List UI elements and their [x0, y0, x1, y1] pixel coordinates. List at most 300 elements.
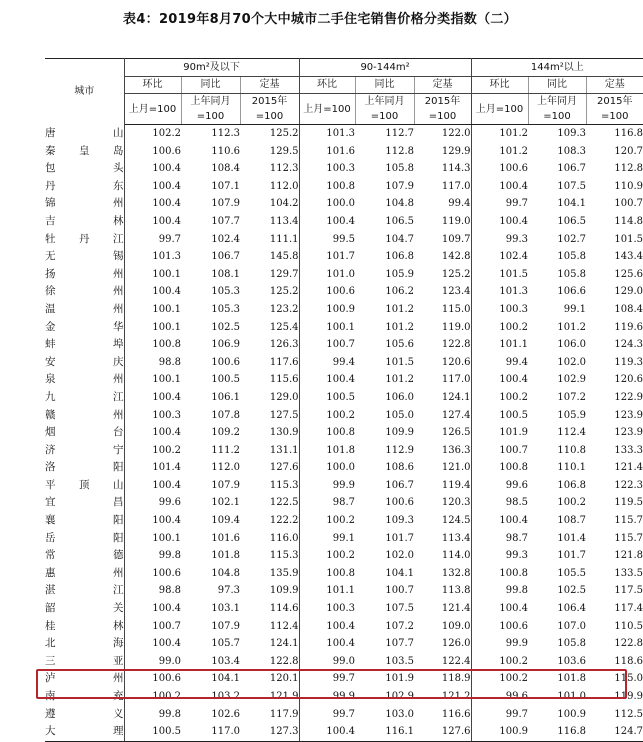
- table-row: [45, 248, 643, 266]
- index-value: 117.4: [614, 603, 643, 615]
- city-name: 安庆: [45, 354, 124, 372]
- index-value: 116.8: [614, 128, 643, 139]
- subheader-base: 定基: [414, 77, 471, 94]
- index-value: 117.0: [414, 178, 471, 196]
- base-note: 上年同月=100: [181, 94, 240, 125]
- index-value: 133.5: [614, 567, 643, 579]
- index-value: 126.0: [414, 635, 471, 653]
- index-value: 119.0: [414, 319, 471, 337]
- index-value: 102.0: [557, 356, 587, 368]
- index-value: 112.0: [211, 462, 240, 474]
- table-row: [45, 565, 643, 583]
- index-value: 120.1: [240, 670, 299, 688]
- index-value: 115.3: [240, 547, 299, 565]
- city-name: 金华: [45, 319, 124, 337]
- index-value: 100.1: [152, 303, 181, 315]
- index-value: 114.3: [414, 160, 471, 178]
- index-value: 99.1: [563, 303, 587, 315]
- index-value: 105.6: [385, 339, 415, 351]
- index-value: 100.9: [557, 708, 587, 720]
- index-value: 100.2: [326, 550, 356, 562]
- index-value: 106.2: [385, 286, 415, 298]
- index-value: 112.7: [385, 128, 415, 139]
- index-value: 108.4: [614, 303, 643, 315]
- index-value: 99.7: [505, 198, 529, 210]
- index-value: 105.8: [385, 163, 415, 175]
- group-header-small: 90m²及以下: [124, 59, 299, 77]
- index-value: 103.5: [385, 655, 415, 667]
- index-value: 145.8: [240, 248, 299, 266]
- index-value: 115.0: [614, 673, 643, 685]
- index-value: 105.7: [211, 638, 240, 650]
- index-value: 124.7: [586, 723, 643, 741]
- index-value: 99.7: [332, 708, 356, 720]
- index-value: 109.2: [211, 427, 240, 439]
- index-value: 103.0: [385, 708, 415, 720]
- city-name: 桂林: [45, 618, 124, 636]
- table-row: [45, 336, 643, 354]
- index-value: 99.4: [332, 356, 356, 368]
- index-value: 101.2: [385, 321, 415, 333]
- index-value: 109.3: [557, 128, 587, 139]
- index-value: 100.6: [499, 163, 529, 175]
- index-value: 100.2: [499, 655, 529, 667]
- index-value: 119.3: [614, 356, 643, 368]
- city-name: 惠州: [45, 565, 124, 583]
- index-value: 108.7: [557, 515, 587, 527]
- index-value: 100.6: [326, 286, 356, 298]
- index-value: 104.1: [211, 673, 240, 685]
- index-value: 119.5: [614, 497, 643, 509]
- index-value: 122.5: [240, 494, 299, 512]
- index-value: 120.7: [614, 145, 643, 157]
- index-value: 119.4: [414, 477, 471, 495]
- index-value: 100.3: [152, 409, 181, 421]
- index-value: 99.3: [505, 550, 529, 562]
- index-value: 119.6: [614, 321, 643, 333]
- index-value: 101.5: [614, 233, 643, 245]
- index-value: 122.3: [614, 479, 643, 491]
- index-value: 131.1: [240, 442, 299, 460]
- index-value: 116.6: [414, 706, 471, 724]
- index-value: 101.2: [557, 321, 587, 333]
- city-name: 吉林: [45, 213, 124, 231]
- index-value: 99.9: [332, 479, 356, 491]
- index-value: 105.8: [557, 268, 587, 280]
- index-value: 104.8: [385, 198, 415, 210]
- subheader-mom: 环比: [471, 77, 528, 94]
- index-value: 115.0: [414, 301, 471, 319]
- index-value: 102.1: [211, 497, 240, 509]
- index-value: 113.4: [240, 213, 299, 231]
- city-name: 温州: [45, 301, 124, 319]
- index-value: 100.4: [499, 374, 529, 386]
- table-row: [45, 670, 643, 688]
- index-value: 112.3: [211, 128, 240, 139]
- index-value: 102.4: [211, 233, 240, 245]
- index-value: 110.1: [557, 462, 587, 474]
- index-value: 113.4: [414, 530, 471, 548]
- index-value: 101.7: [557, 550, 587, 562]
- index-value: 125.2: [240, 125, 299, 143]
- index-value: 99.0: [332, 655, 356, 667]
- subheader-mom: 环比: [124, 77, 181, 94]
- index-value: 100.8: [326, 567, 356, 579]
- table-row: [45, 530, 643, 548]
- index-value: 100.2: [152, 444, 181, 456]
- index-value: 105.3: [211, 286, 240, 298]
- subheader-yoy: 同比: [355, 77, 414, 94]
- table-row: [45, 494, 643, 512]
- table-row: [45, 618, 643, 636]
- index-value: 101.2: [385, 374, 415, 386]
- table-row: [45, 143, 643, 161]
- index-value: 105.3: [211, 303, 240, 315]
- index-value: 105.5: [557, 567, 587, 579]
- index-value: 109.7: [414, 231, 471, 249]
- table-row: [45, 547, 643, 565]
- index-value: 100.0: [326, 198, 356, 210]
- index-value: 121.2: [414, 688, 471, 706]
- index-value: 108.4: [211, 163, 240, 175]
- index-value: 104.1: [557, 198, 587, 210]
- index-value: 99.1: [332, 532, 356, 544]
- index-value: 107.2: [385, 620, 415, 632]
- table-row: [45, 723, 643, 741]
- city-name: 包头: [45, 160, 124, 178]
- base-note: 上年同月=100: [355, 94, 414, 125]
- city-name: 九江: [45, 389, 124, 407]
- index-value: 110.9: [614, 180, 643, 192]
- table-row: [45, 653, 643, 671]
- index-value: 127.4: [414, 407, 471, 425]
- index-value: 100.2: [152, 691, 181, 702]
- price-index-table: [45, 58, 643, 742]
- index-value: 107.9: [211, 198, 240, 210]
- index-value: 120.6: [414, 354, 471, 372]
- index-value: 109.9: [240, 582, 299, 600]
- index-value: 107.7: [385, 638, 415, 650]
- index-value: 106.5: [557, 215, 587, 227]
- index-value: 124.3: [614, 339, 643, 351]
- base-note: 2015年=100: [414, 94, 471, 125]
- index-value: 99.6: [505, 479, 529, 491]
- index-value: 99.4: [414, 195, 471, 213]
- table-row: [45, 195, 643, 213]
- index-value: 107.7: [211, 215, 240, 227]
- index-value: 99.8: [505, 585, 529, 597]
- index-value: 99.9: [332, 691, 356, 702]
- index-value: 115.7: [614, 532, 643, 544]
- index-value: 119.0: [414, 213, 471, 231]
- index-value: 106.0: [557, 339, 587, 351]
- base-note: 上月=100: [299, 94, 355, 125]
- table-row: [45, 635, 643, 653]
- index-value: 112.9: [385, 444, 415, 456]
- index-value: 100.9: [471, 723, 528, 741]
- index-value: 127.6: [240, 459, 299, 477]
- index-value: 100.4: [326, 215, 356, 227]
- index-value: 99.7: [505, 708, 529, 720]
- index-value: 100.4: [152, 515, 181, 527]
- base-note: 2015年=100: [586, 94, 643, 125]
- city-name: 岳阳: [45, 530, 124, 548]
- index-value: 109.4: [211, 515, 240, 527]
- index-value: 107.5: [557, 180, 587, 192]
- index-value: 99.0: [158, 655, 181, 667]
- index-value: 113.8: [414, 582, 471, 600]
- table-row: [45, 125, 643, 143]
- index-value: 112.4: [557, 427, 587, 439]
- index-value: 104.2: [240, 195, 299, 213]
- index-value: 101.2: [499, 128, 529, 139]
- city-name: 秦皇岛: [45, 143, 124, 161]
- index-value: 98.7: [505, 532, 529, 544]
- city-name: 南充: [45, 688, 124, 706]
- city-name: 济宁: [45, 442, 124, 460]
- city-name: 泉州: [45, 371, 124, 389]
- index-value: 106.7: [557, 163, 587, 175]
- city-name: 牡丹江: [45, 231, 124, 249]
- index-value: 127.6: [414, 723, 471, 741]
- table-row: [45, 706, 643, 724]
- index-value: 100.4: [152, 391, 181, 403]
- index-value: 112.0: [240, 178, 299, 196]
- index-value: 99.6: [505, 691, 529, 702]
- index-value: 100.4: [152, 215, 181, 227]
- table-row: [45, 266, 643, 284]
- index-value: 100.8: [326, 427, 356, 439]
- index-value: 112.8: [614, 163, 643, 175]
- index-value: 98.8: [158, 585, 181, 597]
- index-value: 99.6: [158, 497, 181, 509]
- index-value: 107.9: [385, 180, 415, 192]
- index-value: 101.6: [211, 532, 240, 544]
- index-value: 100.1: [152, 268, 181, 280]
- city-name: 无锡: [45, 248, 124, 266]
- index-value: 102.5: [211, 321, 240, 333]
- index-value: 100.4: [326, 620, 356, 632]
- index-value: 100.5: [124, 723, 181, 741]
- city-column-header: 城市: [45, 59, 124, 125]
- table-row: [45, 442, 643, 460]
- index-value: 117.6: [240, 354, 299, 372]
- index-value: 99.4: [505, 356, 529, 368]
- table-row: [45, 160, 643, 178]
- index-value: 100.5: [326, 391, 356, 403]
- index-value: 102.5: [557, 585, 587, 597]
- index-value: 100.8: [499, 567, 529, 579]
- index-value: 106.6: [557, 286, 587, 298]
- index-value: 100.4: [499, 180, 529, 192]
- index-value: 100.2: [326, 409, 356, 421]
- index-value: 100.9: [326, 303, 356, 315]
- index-value: 115.6: [240, 371, 299, 389]
- index-value: 129.9: [414, 143, 471, 161]
- index-value: 112.5: [614, 708, 643, 720]
- index-value: 100.1: [152, 374, 181, 386]
- index-value: 98.8: [158, 356, 181, 368]
- index-value: 122.4: [414, 653, 471, 671]
- index-value: 101.1: [499, 339, 529, 351]
- index-value: 99.5: [332, 233, 356, 245]
- index-value: 142.8: [414, 248, 471, 266]
- index-value: 100.5: [499, 409, 529, 421]
- index-value: 105.8: [557, 251, 587, 263]
- index-value: 106.7: [385, 479, 415, 491]
- index-value: 122.8: [240, 653, 299, 671]
- index-value: 117.5: [614, 585, 643, 597]
- index-value: 100.8: [499, 462, 529, 474]
- index-value: 114.0: [414, 547, 471, 565]
- table-row: [45, 301, 643, 319]
- index-value: 133.3: [614, 444, 643, 456]
- index-value: 100.6: [385, 497, 415, 509]
- index-value: 100.4: [152, 479, 181, 491]
- city-name: 蚌埠: [45, 336, 124, 354]
- index-value: 100.7: [152, 620, 181, 632]
- index-value: 124.5: [414, 512, 471, 530]
- index-value: 107.2: [557, 391, 587, 403]
- index-value: 103.2: [211, 691, 240, 702]
- city-name: 襄阳: [45, 512, 124, 530]
- index-value: 121.4: [614, 462, 643, 474]
- table-row: [45, 424, 643, 442]
- index-value: 123.9: [614, 427, 643, 439]
- index-value: 101.9: [499, 427, 529, 439]
- table-row: [45, 371, 643, 389]
- index-value: 115.3: [240, 477, 299, 495]
- index-value: 127.5: [240, 407, 299, 425]
- index-value: 121.4: [414, 600, 471, 618]
- index-value: 100.4: [152, 198, 181, 210]
- index-value: 121.9: [240, 688, 299, 706]
- index-value: 101.5: [499, 268, 529, 280]
- index-value: 106.8: [385, 251, 415, 263]
- group-header-medium: 90-144m²: [299, 59, 471, 77]
- index-value: 104.8: [211, 567, 240, 579]
- index-value: 101.4: [152, 462, 181, 474]
- index-value: 100.0: [326, 462, 356, 474]
- index-value: 129.7: [240, 266, 299, 284]
- table-row: [45, 512, 643, 530]
- index-value: 107.0: [557, 620, 587, 632]
- index-value: 108.3: [557, 145, 587, 157]
- index-value: 125.6: [614, 268, 643, 280]
- index-value: 100.6: [152, 145, 181, 157]
- index-value: 114.6: [240, 600, 299, 618]
- index-value: 122.2: [240, 512, 299, 530]
- index-value: 121.8: [614, 550, 643, 562]
- index-value: 100.8: [152, 339, 181, 351]
- index-value: 108.1: [211, 268, 240, 280]
- index-value: 101.8: [326, 444, 356, 456]
- index-value: 120.3: [414, 494, 471, 512]
- index-value: 116.8: [528, 723, 586, 741]
- index-value: 107.9: [211, 620, 240, 632]
- index-value: 107.8: [211, 409, 240, 421]
- index-value: 121.0: [414, 459, 471, 477]
- city-name: 锦州: [45, 195, 124, 213]
- index-value: 115.7: [614, 515, 643, 527]
- index-value: 101.0: [557, 691, 587, 702]
- index-value: 124.1: [414, 389, 471, 407]
- index-value: 100.1: [326, 321, 356, 333]
- subheader-base: 定基: [240, 77, 299, 94]
- index-value: 109.3: [385, 515, 415, 527]
- index-value: 135.9: [240, 565, 299, 583]
- index-value: 101.0: [326, 268, 356, 280]
- index-value: 102.2: [152, 128, 181, 139]
- index-value: 105.9: [385, 268, 415, 280]
- base-note: 上月=100: [471, 94, 528, 125]
- index-value: 110.5: [614, 620, 643, 632]
- index-value: 100.7: [385, 585, 415, 597]
- table-row: [45, 354, 643, 372]
- index-value: 99.7: [158, 233, 181, 245]
- index-value: 100.4: [326, 374, 356, 386]
- index-value: 109.0: [414, 618, 471, 636]
- city-name: 丹东: [45, 178, 124, 196]
- index-value: 102.7: [557, 233, 587, 245]
- city-name: 扬州: [45, 266, 124, 284]
- index-value: 100.3: [326, 603, 356, 615]
- index-value: 105.8: [557, 638, 587, 650]
- table-row: [45, 283, 643, 301]
- index-value: 108.6: [385, 462, 415, 474]
- index-value: 103.4: [211, 655, 240, 667]
- index-value: 100.4: [499, 515, 529, 527]
- index-value: 100.1: [152, 321, 181, 333]
- index-value: 125.2: [414, 266, 471, 284]
- index-value: 104.7: [385, 233, 415, 245]
- index-value: 101.3: [326, 128, 356, 139]
- index-value: 105.0: [385, 409, 415, 421]
- index-value: 122.8: [614, 638, 643, 650]
- index-value: 107.5: [385, 603, 415, 615]
- index-value: 100.7: [326, 339, 356, 351]
- index-value: 101.3: [152, 251, 181, 263]
- index-value: 100.3: [499, 303, 529, 315]
- index-value: 101.8: [211, 550, 240, 562]
- index-value: 106.4: [557, 603, 587, 615]
- table-title: 表4：2019年8月70个大中城市二手住宅销售价格分类指数（二）: [123, 12, 517, 27]
- index-value: 100.2: [326, 515, 356, 527]
- index-value: 105.9: [557, 409, 587, 421]
- index-value: 102.9: [385, 691, 415, 702]
- city-name: 泸州: [45, 670, 124, 688]
- index-value: 117.0: [181, 723, 240, 741]
- index-value: 100.5: [211, 374, 240, 386]
- index-value: 125.4: [240, 319, 299, 337]
- index-value: 111.2: [211, 444, 240, 456]
- index-value: 101.2: [385, 303, 415, 315]
- table-row: [45, 178, 643, 196]
- index-value: 101.1: [326, 585, 356, 597]
- index-value: 100.2: [499, 321, 529, 333]
- index-value: 102.9: [557, 374, 587, 386]
- index-value: 130.9: [240, 424, 299, 442]
- table-row: [45, 407, 643, 425]
- index-value: 122.8: [414, 336, 471, 354]
- index-value: 101.6: [326, 145, 356, 157]
- index-value: 129.0: [614, 286, 643, 298]
- index-value: 122.9: [614, 391, 643, 403]
- table-row: [45, 459, 643, 477]
- index-value: 101.7: [385, 532, 415, 544]
- index-value: 100.4: [152, 286, 181, 298]
- index-value: 143.4: [614, 251, 643, 263]
